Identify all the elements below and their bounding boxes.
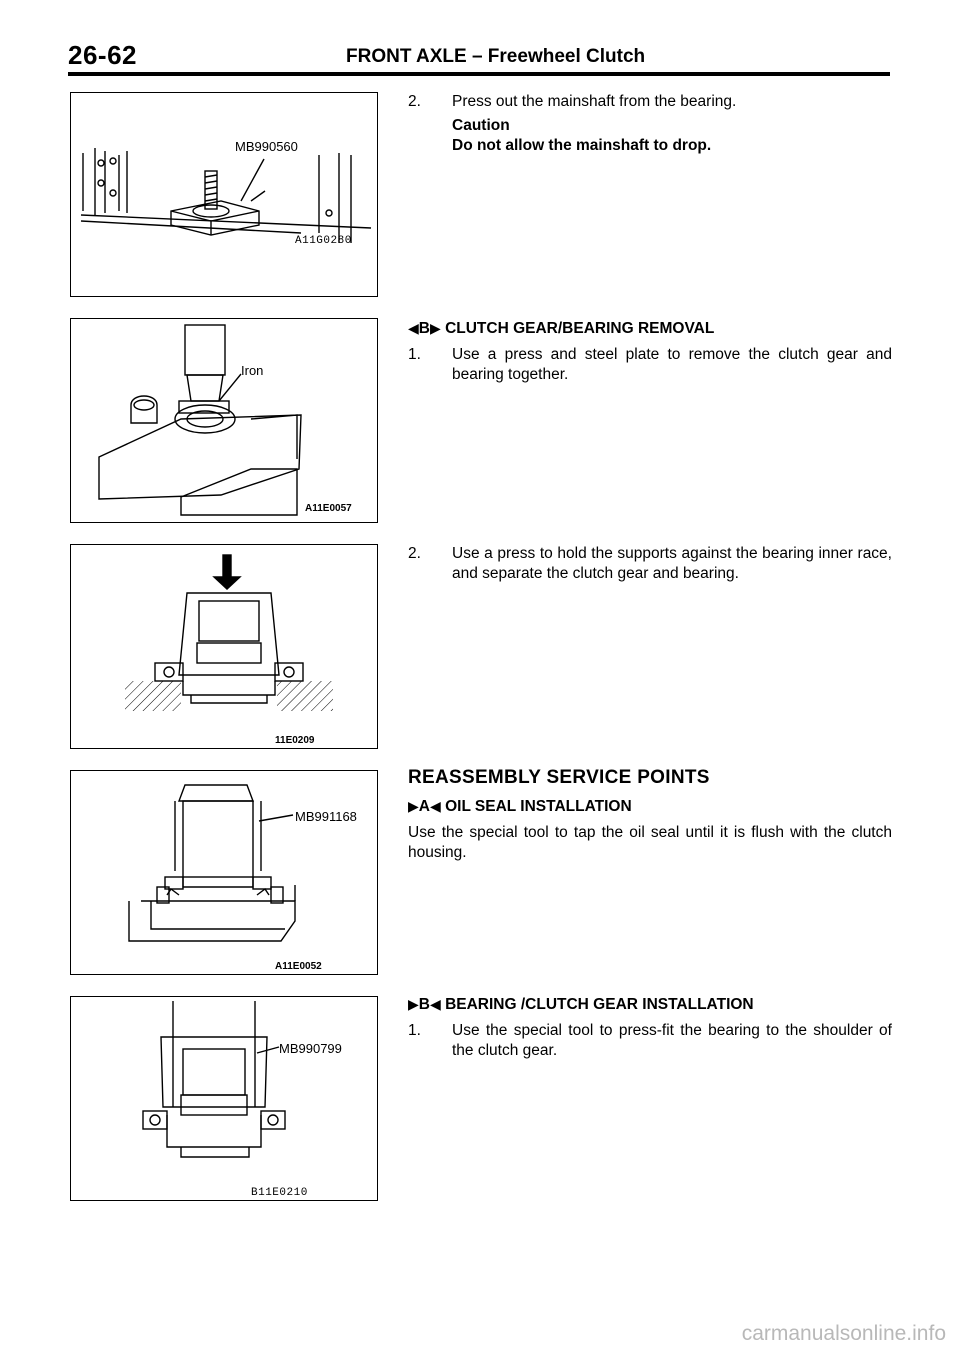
- figure-1-press-mainshaft: [70, 92, 378, 297]
- marker-right-triangle: ▶: [429, 320, 441, 336]
- text-block-3: [408, 544, 892, 584]
- subheading-text: OIL SEAL INSTALLATION: [445, 798, 632, 815]
- marker-left-triangle: ◀: [429, 798, 441, 814]
- figure-1-drawing: [71, 93, 378, 297]
- step-text: Use the special tool to press-fit the bearing to the shoulder of the clutch gear.: [452, 1022, 892, 1059]
- step-text: Press out the mainshaft from the bearing.: [452, 93, 737, 110]
- text-block-2: [408, 318, 892, 385]
- page-header: [68, 40, 890, 76]
- step-remove-clutch-gear: [408, 345, 892, 385]
- figure-1-code: A11G0280: [295, 235, 352, 247]
- figure-2-code: A11E0057: [305, 503, 352, 514]
- subheading-bearing-install: [408, 994, 892, 1015]
- figure-5-code: B11E0210: [251, 1187, 308, 1199]
- step-separate-gear: [408, 544, 892, 584]
- figure-2-label: Iron: [241, 363, 264, 378]
- step-press-fit-bearing: [408, 1021, 892, 1061]
- subheading-text: CLUTCH GEAR/BEARING REMOVAL: [445, 320, 715, 337]
- marker-letter: B: [418, 320, 430, 337]
- figure-1-label: MB990560: [235, 139, 298, 154]
- watermark: carmanualsonline.info: [741, 1322, 946, 1345]
- figure-5-label: MB990799: [279, 1041, 342, 1056]
- step-press-mainshaft: [408, 92, 892, 112]
- text-block-1: [408, 92, 892, 156]
- figure-5-bearing-install: [70, 996, 378, 1201]
- marker-letter: A: [418, 798, 430, 815]
- header-rule: [68, 72, 890, 76]
- step-number: 2.: [408, 93, 421, 110]
- caution-title: Caution: [452, 117, 510, 134]
- subheading-oil-seal: [408, 796, 892, 817]
- step-number: 1.: [408, 1022, 421, 1039]
- section-title: REASSEMBLY SERVICE POINTS: [408, 767, 710, 788]
- marker-right-triangle: ▶: [408, 798, 419, 814]
- marker-letter: B: [418, 996, 430, 1013]
- marker-left-triangle: ◀: [429, 996, 441, 1012]
- step-text: Use a press and steel plate to remove the clutch gear and bearing together.: [452, 346, 892, 383]
- figure-3-separate-bearing: [70, 544, 378, 749]
- figure-4-oil-seal: [70, 770, 378, 975]
- text-block-5: [408, 994, 892, 1061]
- subheading-clutch-gear-removal: [408, 318, 892, 339]
- text-block-4: [408, 768, 892, 863]
- figure-4-code: A11E0052: [275, 961, 322, 972]
- figure-4-drawing: [71, 771, 378, 975]
- caution-text: Do not allow the mainshaft to drop.: [452, 137, 712, 154]
- figure-2-drawing: [71, 319, 378, 523]
- figure-4-label: MB991168: [295, 809, 357, 824]
- caution-note: [452, 116, 892, 156]
- step-text: Use a press to hold the supports against the bearing inner race, and separate the clutch gear and bearing.: [452, 545, 892, 582]
- figure-2-clutch-gear-removal: [70, 318, 378, 523]
- marker-left-triangle: ◀: [408, 320, 419, 336]
- step-number: 2.: [408, 545, 421, 562]
- figure-3-drawing: [71, 545, 378, 749]
- subheading-text: BEARING /CLUTCH GEAR INSTALLATION: [445, 996, 754, 1013]
- page-title: FRONT AXLE – Freewheel Clutch: [346, 46, 646, 67]
- page-number: 26-62: [68, 40, 137, 70]
- figure-5-drawing: [71, 997, 378, 1201]
- figure-3-code: 11E0209: [275, 735, 315, 746]
- oil-seal-text: Use the special tool to tap the oil seal until it is flush with the clutch housing.: [408, 824, 892, 861]
- step-number: 1.: [408, 346, 421, 363]
- marker-right-triangle: ▶: [408, 996, 419, 1012]
